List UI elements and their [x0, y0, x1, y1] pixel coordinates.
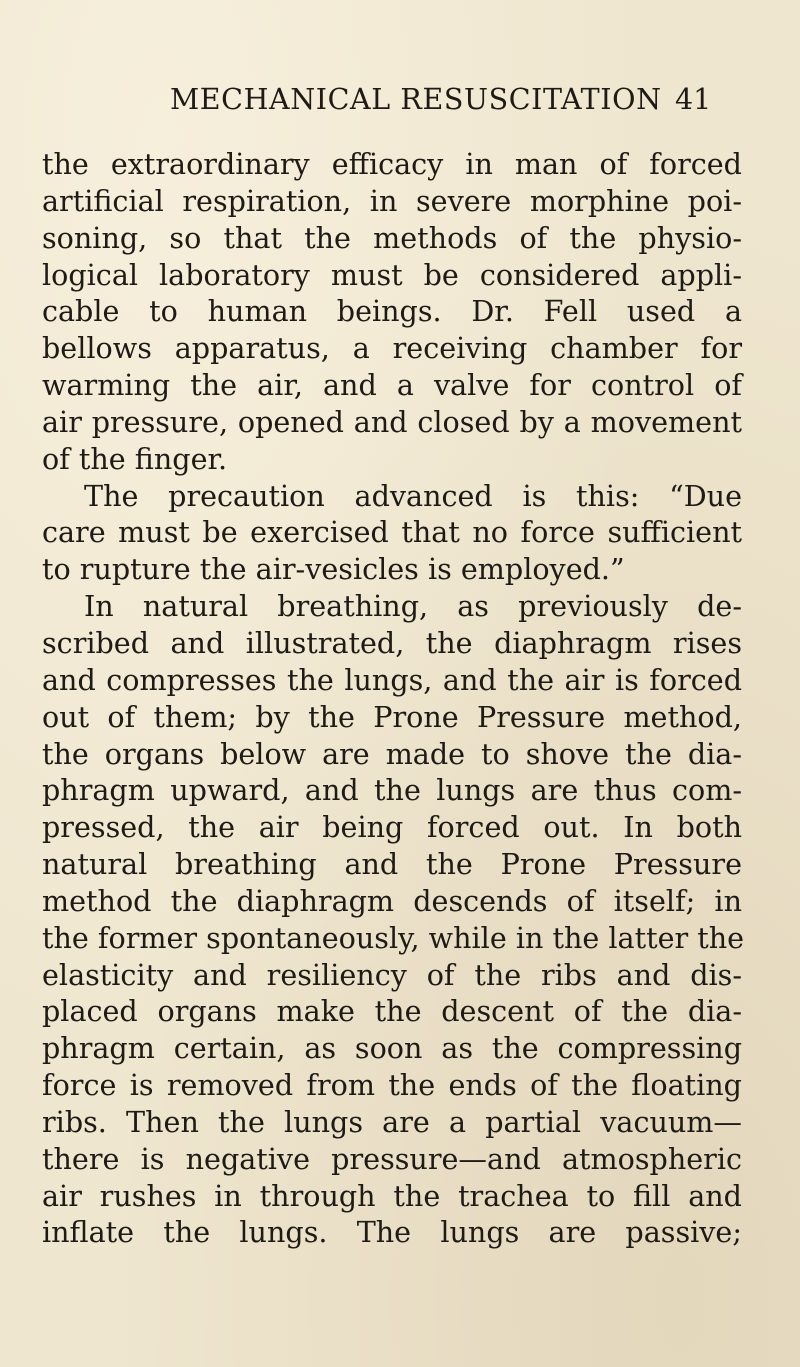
text-line: phragm certain, as soon as the compressing	[42, 1031, 742, 1066]
text-line: elasticity and resiliency of the ribs and dis-	[42, 957, 742, 992]
text-line: warming the air, and a valve for control of	[42, 368, 742, 403]
text-line: method the diaphragm descends of itself; in	[42, 883, 742, 918]
text-line: of the finger.	[42, 441, 228, 476]
text-line: phragm upward, and the lungs are thus com-	[42, 773, 742, 808]
body-text	[42, 146, 745, 1251]
text-line: cable to human beings. Dr. Fell used a	[42, 294, 742, 329]
text-line: artificial respiration, in severe morphine poi-	[42, 183, 742, 218]
running-title: MECHANICAL RESUSCITATION	[170, 83, 662, 116]
text-line: the organs below are made to shove the dia-	[42, 736, 742, 771]
page-number: 41	[675, 83, 712, 116]
text-line: care must be exercised that no force sufficient	[42, 515, 742, 550]
text-line: pressed, the air being forced out. In both	[42, 810, 742, 845]
text-line: scribed and illustrated, the diaphragm rises	[42, 625, 742, 660]
text-line: air pressure, opened and closed by a movement	[42, 404, 742, 439]
text-line: logical laboratory must be considered appli-	[42, 257, 742, 292]
text-line: bellows apparatus, a receiving chamber for	[42, 331, 742, 366]
text-line: out of them; by the Prone Pressure method,	[42, 699, 742, 734]
text-line: natural breathing and the Prone Pressure	[42, 847, 742, 882]
text-line: the former spontaneously, while in the latter the	[42, 920, 745, 955]
text-line: placed organs make the descent of the dia-	[42, 994, 742, 1029]
running-head	[0, 78, 800, 122]
text-line: soning, so that the methods of the physio-	[42, 220, 742, 255]
text-line: and compresses the lungs, and the air is forced	[42, 662, 742, 697]
text-line: there is negative pressure—and atmospheric	[42, 1141, 742, 1176]
text-line: The precaution advanced is this: “Due	[84, 478, 742, 513]
text-line: the extraordinary efficacy in man of forced	[42, 147, 742, 181]
text-line: to rupture the air-vesicles is employed.”	[42, 552, 625, 587]
text-line: air rushes in through the trachea to fill and	[42, 1178, 742, 1213]
text-line: ribs. Then the lungs are a partial vacuum—	[42, 1104, 742, 1139]
text-line: inflate the lungs. The lungs are passive;	[42, 1215, 742, 1250]
text-line: In natural breathing, as previously de-	[84, 589, 742, 624]
text-line: force is removed from the ends of the floating	[42, 1068, 742, 1103]
